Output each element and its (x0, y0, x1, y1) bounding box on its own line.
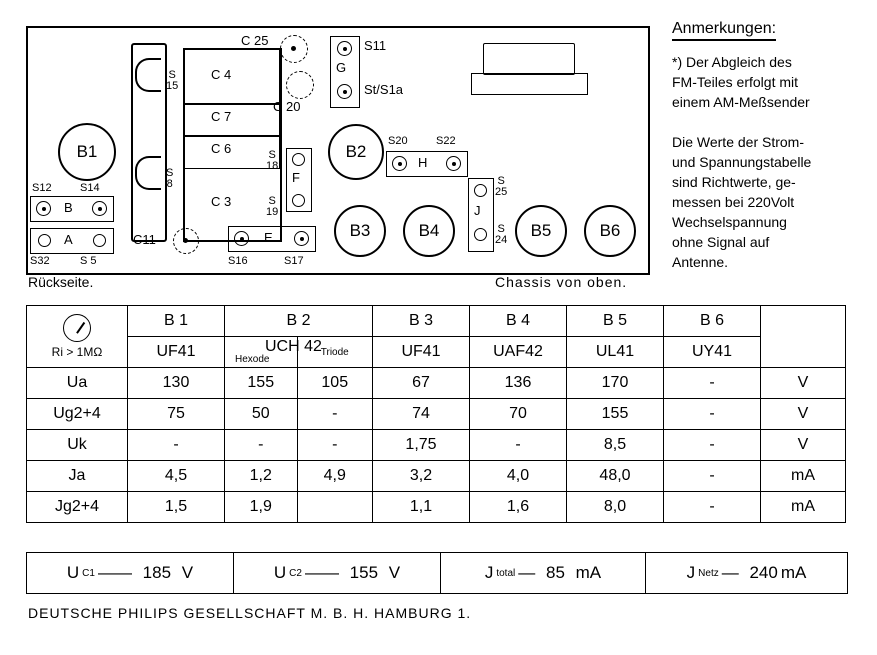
label-b-socket: B (64, 200, 73, 215)
column-header-b4: B 4 (470, 306, 567, 337)
label-c6: C 6 (211, 141, 232, 156)
socket-s25 (474, 184, 487, 197)
voltage-current-table (26, 305, 846, 523)
label-c25: C 25 (241, 33, 269, 48)
label-s16: S16 (228, 255, 248, 267)
cell-ug24-b2t: - (297, 399, 372, 430)
cell-ua-b6: - (664, 368, 761, 399)
tube-type-b2: UCH 42 (265, 338, 322, 355)
tube-b5: B5 (515, 205, 567, 257)
meter-icon (63, 314, 91, 342)
b2-sub-triode: Triode (320, 346, 349, 358)
label-e-socket: E (264, 230, 273, 245)
table-corner-cell (27, 306, 128, 368)
cell-ua-b5: 170 (567, 368, 664, 399)
label-s5: S 5 (80, 255, 97, 267)
tube-type-b2-hexode (225, 337, 322, 368)
caption-rueckseite: Rückseite. (28, 274, 94, 290)
label-a-socket: A (64, 232, 73, 247)
cell-jg24-b5: 8,0 (567, 492, 664, 523)
tube-b3: B3 (334, 205, 386, 257)
summary-uc1: U C1 —— 185 V (27, 553, 234, 593)
label-c3: C 3 (211, 194, 232, 209)
cell-ug24-b1: 75 (128, 399, 225, 430)
cell-ua-b1: 130 (128, 368, 225, 399)
coil-turn-upper (135, 58, 161, 92)
summary-jtotal: J total — 85 mA (441, 553, 646, 593)
socket-s5 (93, 234, 106, 247)
label-c11: C11 (133, 232, 156, 247)
chassis-diagram (26, 26, 650, 275)
summary-jnetz: J Netz — 240 mA (686, 563, 807, 582)
label-c4: C 4 (211, 67, 232, 82)
trimmer-c11-dot (183, 238, 188, 243)
cell-uk-b4: - (470, 430, 567, 461)
cell-ja-b6: - (664, 461, 761, 492)
table-row (27, 430, 846, 461)
label-s22: S22 (436, 135, 456, 147)
cell-jg24-b6: - (664, 492, 761, 523)
label-st-s1a: St/S1a (364, 82, 404, 97)
table-row (27, 399, 846, 430)
label-f: F (292, 170, 300, 185)
label-s32: S32 (30, 255, 50, 267)
cell-ug24-b6: - (664, 399, 761, 430)
trimmer-c25-dot (291, 46, 296, 51)
row-label-jg24: Jg2+4 (27, 492, 128, 523)
column-header-b6: B 6 (664, 306, 761, 337)
cell-uk-unit: V (761, 430, 846, 461)
cell-ja-b1: 4,5 (128, 461, 225, 492)
cell-ug24-b2h: 50 (225, 399, 298, 430)
label-s15: S 15 (166, 69, 179, 92)
row-label-ug24: Ug2+4 (27, 399, 128, 430)
tube-type-b4: UAF42 (470, 337, 567, 368)
cell-ua-b2h: 155 (225, 368, 298, 399)
socket-f-bottom (292, 194, 305, 207)
socket-s24 (474, 228, 487, 241)
socket-st-s1a (337, 84, 352, 99)
cell-uk-b2t: - (297, 430, 372, 461)
corner-note: Ri > 1MΩ (51, 345, 103, 359)
trimmer-c20 (286, 71, 314, 99)
notes-title: Anmerkungen: (672, 20, 776, 41)
cell-jg24-b2h: 1,9 (225, 492, 298, 523)
socket-f-top (292, 153, 305, 166)
label-g: G (336, 60, 347, 75)
cell-uk-b5: 8,5 (567, 430, 664, 461)
tube-b1: B1 (58, 123, 116, 181)
tuner-block-bottom (471, 73, 588, 95)
coil-turn-lower (135, 156, 161, 190)
cell-ug24-b3: 74 (373, 399, 470, 430)
cell-uk-b1: - (128, 430, 225, 461)
table-row (27, 461, 846, 492)
label-s12: S12 (32, 182, 52, 194)
table-tubetype-row (27, 337, 846, 368)
cell-jg24-b3: 1,1 (373, 492, 470, 523)
row-label-ua: Ua (27, 368, 128, 399)
socket-s16 (234, 231, 249, 246)
tube-type-b5: UL41 (567, 337, 664, 368)
socket-s32 (38, 234, 51, 247)
label-s17: S17 (284, 255, 304, 267)
tube-type-b1: UF41 (128, 337, 225, 368)
cell-ja-b2h: 1,2 (225, 461, 298, 492)
b2-sub-hexode: Hexode (235, 354, 270, 365)
table-header-row (27, 306, 846, 337)
tube-type-b6: UY41 (664, 337, 761, 368)
notes-body: *) Der Abgleich des FM-Teiles erfolgt mit einem AM-Meßsender Die Werte der Strom- und Spannungstabelle sind Richtwerte, ge- messen bei 220Volt Wechselspannung ohne Signal auf Antenne. (672, 54, 812, 270)
label-j: J (474, 203, 481, 218)
cell-ug24-b5: 155 (567, 399, 664, 430)
table-row (27, 368, 846, 399)
cell-ja-b2t: 4,9 (297, 461, 372, 492)
socket-s11 (337, 41, 352, 56)
column-header-b1: B 1 (128, 306, 225, 337)
cell-ja-b5: 48,0 (567, 461, 664, 492)
socket-s17 (294, 231, 309, 246)
tube-b2: B2 (328, 124, 384, 180)
cell-uk-b6: - (664, 430, 761, 461)
cell-ug24-unit: V (761, 399, 846, 430)
cell-jg24-b1: 1,5 (128, 492, 225, 523)
label-s14: S14 (80, 182, 100, 194)
label-s8: S 8 (166, 167, 174, 190)
company-credit: DEUTSCHE PHILIPS GESELLSCHAFT M. B. H. HAMBURG 1. (28, 605, 472, 621)
cell-ua-b2t: 105 (297, 368, 372, 399)
cell-ug24-b4: 70 (470, 399, 567, 430)
column-header-b2: B 2 (225, 306, 373, 337)
tuner-block-top (483, 43, 575, 75)
cell-uk-b2h: - (225, 430, 298, 461)
label-s25: S 25 (495, 175, 508, 198)
column-header-b3: B 3 (373, 306, 470, 337)
socket-s20 (392, 156, 407, 171)
summary-uc2: U C2 —— 155 V (234, 553, 441, 593)
cell-jg24-b2t (297, 492, 372, 523)
label-c20: C 20 (273, 99, 301, 114)
cell-uk-b3: 1,75 (373, 430, 470, 461)
label-s19: S 19 (266, 195, 279, 218)
tube-b6: B6 (584, 205, 636, 257)
label-s11: S11 (364, 38, 387, 53)
tube-type-b3: UF41 (373, 337, 470, 368)
label-s18: S 18 (266, 149, 279, 172)
caption-chassis-von-oben: Chassis von oben. (495, 274, 628, 290)
row-label-ja: Ja (27, 461, 128, 492)
socket-s14 (92, 201, 107, 216)
summary-row (26, 552, 848, 594)
unit-header-cell (761, 306, 846, 368)
cell-ua-unit: V (761, 368, 846, 399)
cell-ja-b3: 3,2 (373, 461, 470, 492)
cell-ja-b4: 4,0 (470, 461, 567, 492)
socket-s22 (446, 156, 461, 171)
socket-s12 (36, 201, 51, 216)
capacitor-c4-box (183, 48, 280, 105)
column-header-b5: B 5 (567, 306, 664, 337)
cell-ua-b4: 136 (470, 368, 567, 399)
table-row (27, 492, 846, 523)
tube-b4: B4 (403, 205, 455, 257)
capacitor-c7-box (183, 103, 280, 137)
label-s24: S 24 (495, 223, 508, 246)
label-h: H (418, 155, 428, 170)
cell-ua-b3: 67 (373, 368, 470, 399)
label-s20: S20 (388, 135, 408, 147)
row-label-uk: Uk (27, 430, 128, 461)
cell-jg24-unit: mA (761, 492, 846, 523)
label-c7: C 7 (211, 109, 232, 124)
cell-jg24-b4: 1,6 (470, 492, 567, 523)
cell-ja-unit: mA (761, 461, 846, 492)
